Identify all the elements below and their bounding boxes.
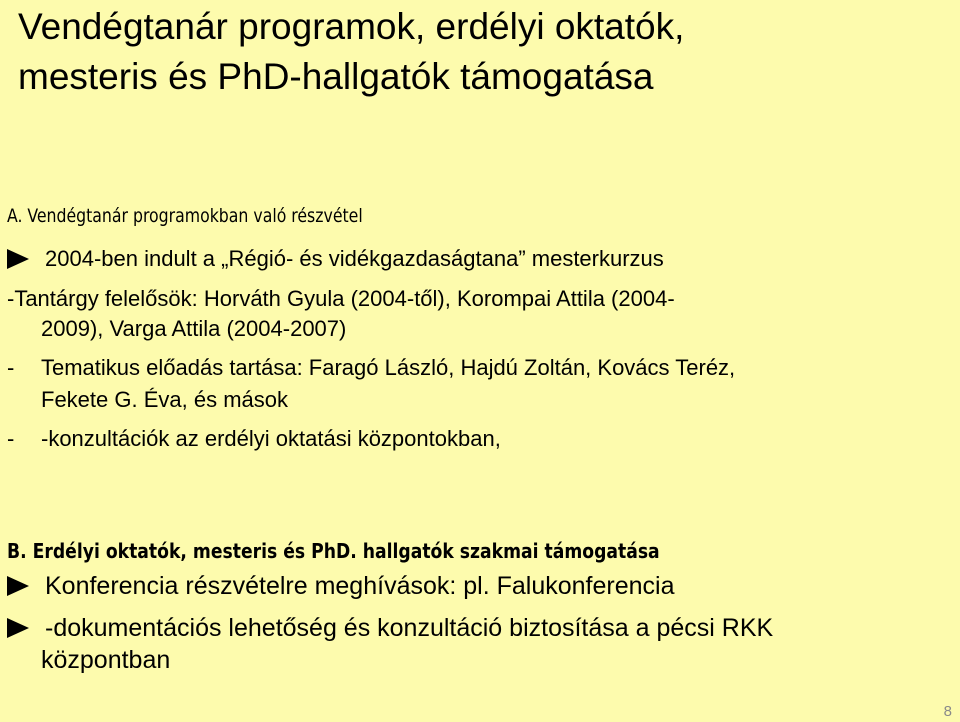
bullet-text: 2004-ben indult a „Régió- és vidékgazdaságtana” mesterkurzus (45, 246, 664, 271)
section-a-heading: A. Vendégtanár programokban való részvétel (7, 205, 363, 227)
arrow-right-icon (7, 576, 29, 596)
section-b-bullet-2 (7, 612, 773, 644)
section-b-bullet-1 (7, 570, 675, 602)
item-dash: - (7, 355, 15, 380)
item-text: -konzultációk az erdélyi oktatási központokban, (41, 426, 501, 451)
arrow-right-icon (7, 618, 29, 638)
section-a-item-1-line-1: -Tantárgy felelősök: Horváth Gyula (2004-től), Korompai Attila (2004- (7, 286, 675, 311)
title-line-1: Vendégtanár programok, erdélyi oktatók, (18, 6, 685, 47)
item-text: Tematikus előadás tartása: Faragó László, Hajdú Zoltán, Kovács Teréz, (41, 355, 736, 380)
section-b-bullet-2-line-2: központban (41, 646, 171, 674)
section-a-item-2-line-2: Fekete G. Éva, és mások (41, 387, 288, 412)
section-b-heading: B. Erdélyi oktatók, mesteris és PhD. hallgatók szakmai támogatása (7, 539, 660, 563)
item-dash: - (7, 426, 15, 451)
title-line-2: mesteris és PhD-hallgatók támogatása (18, 56, 654, 97)
section-a-item-3-line-1 (7, 424, 501, 454)
section-a-item-1-line-2: 2009), Varga Attila (2004-2007) (41, 316, 347, 341)
section-a-item-2-line-1 (7, 353, 735, 383)
slide-title (18, 2, 938, 102)
arrow-right-icon (7, 249, 29, 269)
page-number: 8 (943, 703, 952, 720)
bullet-text: -dokumentációs lehetőség és konzultáció biztosítása a pécsi RKK (45, 614, 774, 642)
bullet-text: Konferencia részvételre meghívások: pl. Falukonferencia (45, 572, 675, 600)
section-a-bullet-1 (7, 244, 664, 274)
